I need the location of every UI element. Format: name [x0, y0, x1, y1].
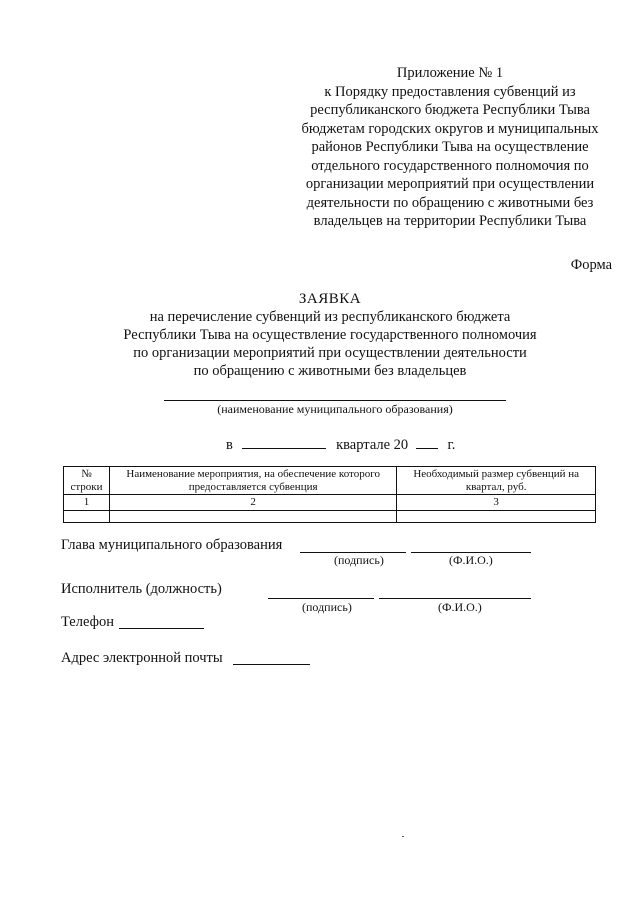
- org-name-caption: (наименование муниципального образования): [217, 402, 453, 416]
- table-cell[interactable]: [397, 510, 596, 522]
- phone-label: Телефон: [61, 614, 114, 630]
- table-header-row: [64, 467, 596, 495]
- header-subvention-amount: Необходимый размер субвенций на квартал, руб.: [397, 467, 596, 495]
- appendix-line: республиканского бюджета Республики Тыва: [310, 102, 590, 118]
- appendix-line: организации мероприятий при осуществлении: [305, 176, 595, 192]
- quarter-middle: квартале 20: [336, 437, 409, 453]
- header-event-name: Наименование мероприятия, на обеспечение которого предоставляется субвенция: [109, 467, 396, 495]
- title-line: Республики Тыва на осуществление государственного полномочия: [123, 327, 537, 343]
- head-name-caption: (Ф.И.О.): [449, 553, 493, 567]
- title-line: по организации мероприятий при осуществлении деятельности: [133, 345, 527, 361]
- subvention-table: [63, 466, 596, 523]
- title-line: по обращению с животными без владельцев: [193, 363, 467, 379]
- appendix-line: отдельного государственного полномочия по: [311, 157, 589, 174]
- appendix-line: к Порядку предоставления субвенций из: [324, 83, 576, 100]
- column-number: 2: [109, 495, 396, 511]
- org-name-field[interactable]: [164, 400, 506, 401]
- quarter-line: [226, 434, 455, 454]
- table-cell[interactable]: [64, 510, 110, 522]
- year-field[interactable]: [416, 434, 438, 449]
- column-number: 1: [64, 495, 110, 511]
- header-row-number: № строки: [64, 467, 110, 495]
- quarter-suffix: г.: [447, 437, 456, 453]
- document-title: ЗАЯВКА: [298, 291, 362, 307]
- quarter-field[interactable]: [242, 434, 326, 449]
- phone-field[interactable]: [119, 628, 204, 629]
- column-number: 3: [397, 495, 596, 511]
- executor-name-caption: (Ф.И.О.): [438, 600, 482, 614]
- appendix-block: [280, 64, 620, 231]
- executor-signature-caption: (подпись): [302, 600, 352, 614]
- executor-signature-field[interactable]: [268, 598, 374, 599]
- appendix-title: Приложение № 1: [396, 65, 504, 81]
- scan-dot: [402, 836, 404, 837]
- form-label: Форма: [570, 257, 612, 273]
- email-field[interactable]: [233, 664, 310, 665]
- executor-label: Исполнитель (должность): [61, 581, 222, 597]
- appendix-line: владельцев на территории Республики Тыва: [313, 213, 587, 229]
- executor-name-field[interactable]: [379, 598, 531, 599]
- appendix-line: бюджетам городских округов и муниципальных: [301, 120, 599, 137]
- head-signature-caption: (подпись): [334, 553, 384, 567]
- appendix-line: районов Республики Тыва на осуществление: [311, 139, 589, 155]
- quarter-prefix: в: [226, 437, 233, 453]
- head-label: Глава муниципального образования: [61, 537, 283, 553]
- table-cell[interactable]: [109, 510, 396, 522]
- table-number-row: [64, 495, 596, 511]
- table-row: [64, 510, 596, 522]
- email-label: Адрес электронной почты: [61, 650, 223, 666]
- title-block: [60, 290, 600, 380]
- appendix-line: деятельности по обращению с животными без: [306, 194, 594, 211]
- title-line: на перечисление субвенций из республиканского бюджета: [149, 309, 511, 325]
